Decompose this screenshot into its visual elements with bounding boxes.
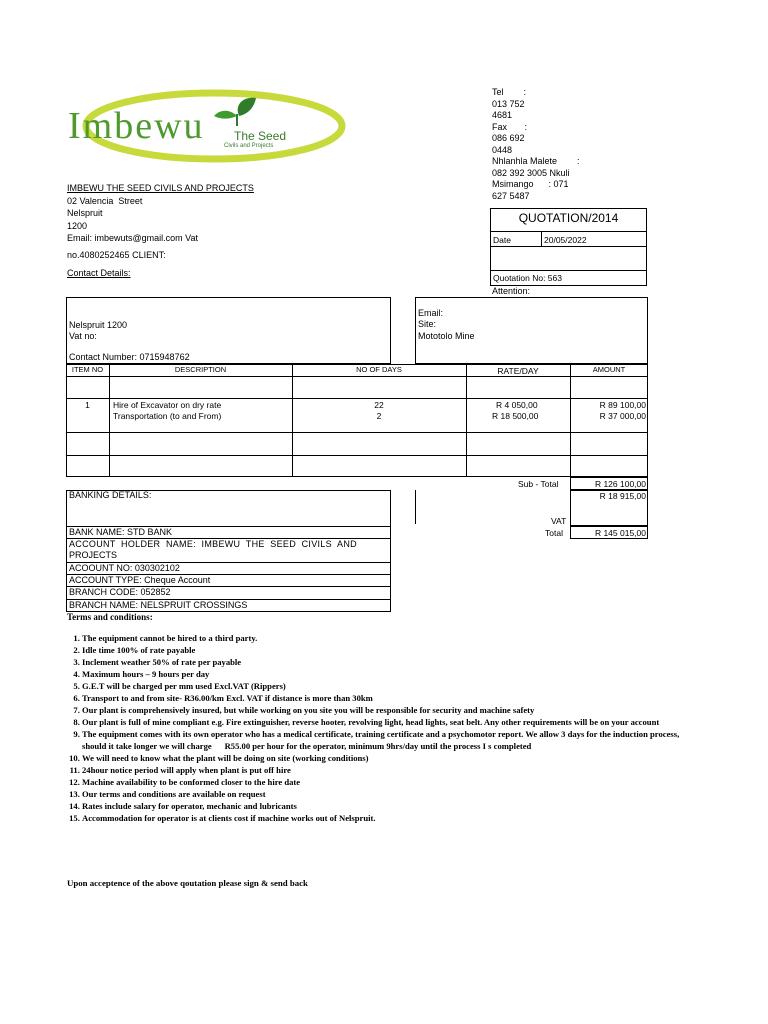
quotation-number: Quotation No: 563 [493, 273, 562, 283]
company-address-1: 02 Valencia Street [67, 195, 143, 206]
contact-details-heading: Contact Details: [67, 268, 131, 278]
bank-name: BANK NAME: STD BANK [69, 527, 173, 537]
list-item: 9. The equipment comes with its own operator who has a medical certificate, training certificate and a psychomotor report. We allow 3 days for the induction process, should it take longer we will charge R55.00 per hour for the operator, minimum 9hrs/day until the process I s completed [82, 728, 702, 752]
row-amount: R 89 100,00 [599, 400, 646, 410]
header-description: DESCRIPTION [174, 365, 227, 374]
terms-list [48, 632, 702, 824]
row-description: Transportation (to and From) [113, 411, 222, 421]
client-city: Nelspruit 1200 [69, 320, 128, 330]
row-days: 2 [376, 411, 382, 421]
list-item: 7. Our plant is comprehensively insured, but while working on you site you will be responsible for security and machine safety [82, 704, 702, 716]
date-label: Date [493, 235, 511, 245]
list-item: 11. 24hour notice period will apply when plant is put off hire [82, 764, 702, 776]
contact-person-2: Msimango : 071 [492, 179, 569, 189]
contact-person-label: Nhlanhla Malete : [492, 156, 580, 166]
client-site-label: Site: [418, 319, 437, 329]
footer-note: Upon acceptence of the above qoutation please sign & send back [67, 878, 308, 888]
list-item: 6. Transport to and from site- R36.00/km Excl. VAT if distance is more than 30km [82, 692, 702, 704]
account-number: ACOOUNT NO: 030302102 [69, 563, 180, 573]
row-description: Hire of Excavator on dry rate [113, 400, 222, 410]
contact-person-phone: 082 392 3005 Nkuli [492, 167, 570, 178]
tel-label: Tel : [492, 87, 527, 97]
list-item: 2. Idle time 100% of rate payable [82, 644, 702, 656]
account-type: ACCOUNT TYPE: Cheque Account [69, 575, 211, 585]
company-vat: no.4080252465 CLIENT: [67, 250, 166, 260]
total-value: R 145 015,00 [594, 528, 646, 538]
company-email: Email: imbewuts@gmail.com Vat [67, 233, 199, 243]
subtotal-value: R 126 100,00 [594, 479, 646, 489]
list-item: 13. Our terms and conditions are available on request [82, 788, 702, 800]
fax-line-2: 0448 [492, 144, 513, 155]
row-rate: R 18 500,00 [492, 411, 539, 421]
contact-person-2-phone: 627 5487 [492, 190, 530, 201]
client-site-name: Mototolo Mine [418, 331, 475, 341]
list-item: 10. We will need to know what the plant will be doing on site (working conditions) [82, 752, 702, 764]
subtotal-label: Sub - Total [518, 479, 559, 489]
fax-label: Fax : [492, 121, 528, 132]
list-item: 3. Inclement weather 50% of rate per payable [82, 656, 702, 668]
row-rate: R 4 050,00 [496, 400, 538, 410]
company-address-2: Nelspruit [67, 208, 103, 218]
banking-heading: BANKING DETAILS: [69, 490, 152, 500]
logo-subtag: Civils and Projects [224, 143, 274, 149]
total-label: Total [545, 528, 563, 538]
header-amount: AMOUNT [592, 365, 626, 374]
company-name: IMBEWU THE SEED CIVILS AND PROJECTS [67, 183, 254, 193]
header-item-no: ITEM NO [71, 365, 104, 374]
list-item: 15. Accommodation for operator is at clients cost if machine works out of Nelspruit. [82, 812, 702, 824]
client-vat: Vat no: [69, 331, 97, 341]
vat-label: VAT [551, 516, 567, 526]
tel-line-1: 013 752 [492, 98, 525, 109]
client-email: Email: [418, 308, 444, 318]
company-logo [64, 86, 374, 166]
date-value: 20/05/2022 [544, 235, 587, 245]
quotation-title: QUOTATION/2014 [518, 211, 619, 225]
logo-wordmark: Imbewu [68, 105, 205, 147]
list-item: 12. Machine availability to be conformed closer to the hire date [82, 776, 702, 788]
company-postcode: 1200 [67, 220, 88, 231]
header-rate-day: RATE/DAY [497, 366, 539, 376]
list-item: 14. Rates include salary for operator, mechanic and lubricants [82, 800, 702, 812]
vat-amount: R 18 915,00 [599, 491, 646, 501]
row-days: 22 [374, 400, 384, 410]
account-holder-2: PROJECTS [69, 550, 118, 560]
client-contact-number: Contact Number: 0715948762 [69, 352, 190, 362]
branch-code: BRANCH CODE: 052852 [69, 587, 171, 597]
list-item: 5. G.E.T will be charged per mm used Excl.VAT (Rippers) [82, 680, 702, 692]
header-no-of-days: NO OF DAYS [356, 365, 402, 374]
attention-label: Attention: [492, 286, 531, 296]
account-holder-1: ACCOUNT HOLDER NAME: IMBEWU THE SEED CIVILS AND [69, 539, 357, 549]
list-item: 4. Maximum hours – 9 hours per day [82, 668, 702, 680]
row-amount: R 37 000,00 [599, 411, 646, 421]
row-item-no: 1 [85, 400, 90, 410]
fax-line-1: 086 692 [492, 133, 525, 143]
list-item: 8. Our plant is full of mine compliant e.g. Fire extinguisher, reverse hooter, revolving light, head lights, seat belt. Any other requirements will be on your account [82, 716, 702, 728]
branch-name: BRANCH NAME: NELSPRUIT CROSSINGS [69, 600, 248, 610]
list-item: 1. The equipment cannot be hired to a third party. [82, 632, 702, 644]
tel-line-2: 4681 [492, 110, 513, 120]
logo-tagline: The Seed [234, 129, 287, 143]
terms-heading: Terms and conditions: [67, 612, 153, 622]
